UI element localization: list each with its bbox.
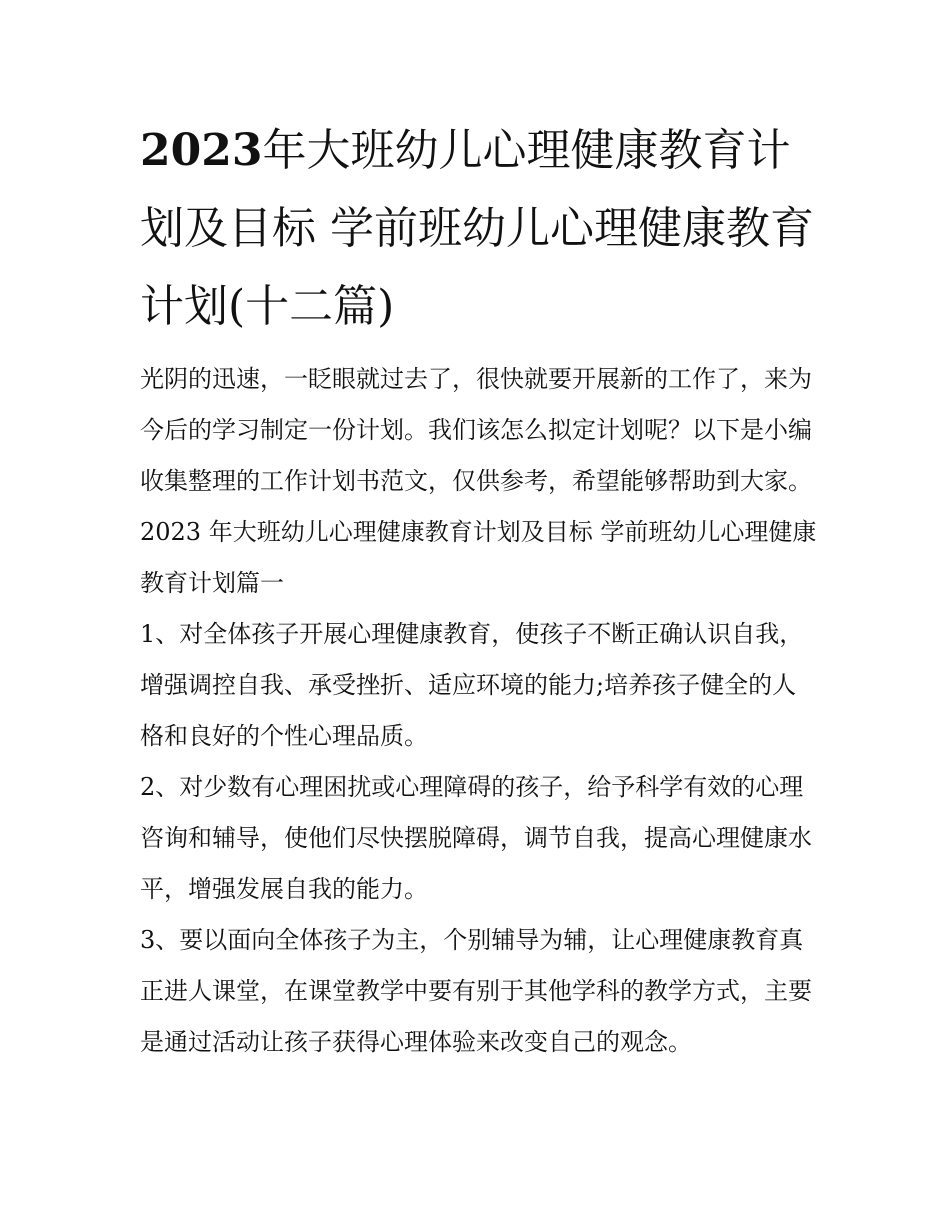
- list-item-1: 1、对全体孩子开展心理健康教育，使孩子不断正确认识自我，增强调控自我、承受挫折、适应环境的能力;培养孩子健全的人格和良好的个性心理品质。: [140, 620, 804, 750]
- intro-paragraph: 光阴的迅速，一眨眼就过去了，很快就要开展新的工作了，来为今后的学习制定一份计划。我们该怎么拟定计划呢？以下是小编收集整理的工作计划书范文，仅供参考，希望能够帮助到大家。: [140, 365, 812, 495]
- section-heading: 2023 年大班幼儿心理健康教育计划及目标 学前班幼儿心理健康教育计划篇一: [140, 518, 817, 597]
- title-year: 2023: [140, 125, 263, 176]
- title-text: 年大班幼儿心理健康教育计划及目标 学前班幼儿心理健康教育计划(十二篇): [140, 125, 814, 332]
- list-item-2: 2、对少数有心理困扰或心理障碍的孩子，给予科学有效的心理咨询和辅导，使他们尽快摆脱障碍，调节自我，提高心理健康水平，增强发展自我的能力。: [140, 773, 812, 903]
- document-body: [140, 354, 820, 1068]
- document-title: [140, 112, 820, 346]
- list-item-3: 3、要以面向全体孩子为主，个别辅导为辅，让心理健康教育真正进人课堂，在课堂教学中要有别于其他学科的教学方式，主要是通过活动让孩子获得心理体验来改变自己的观念。: [140, 926, 812, 1056]
